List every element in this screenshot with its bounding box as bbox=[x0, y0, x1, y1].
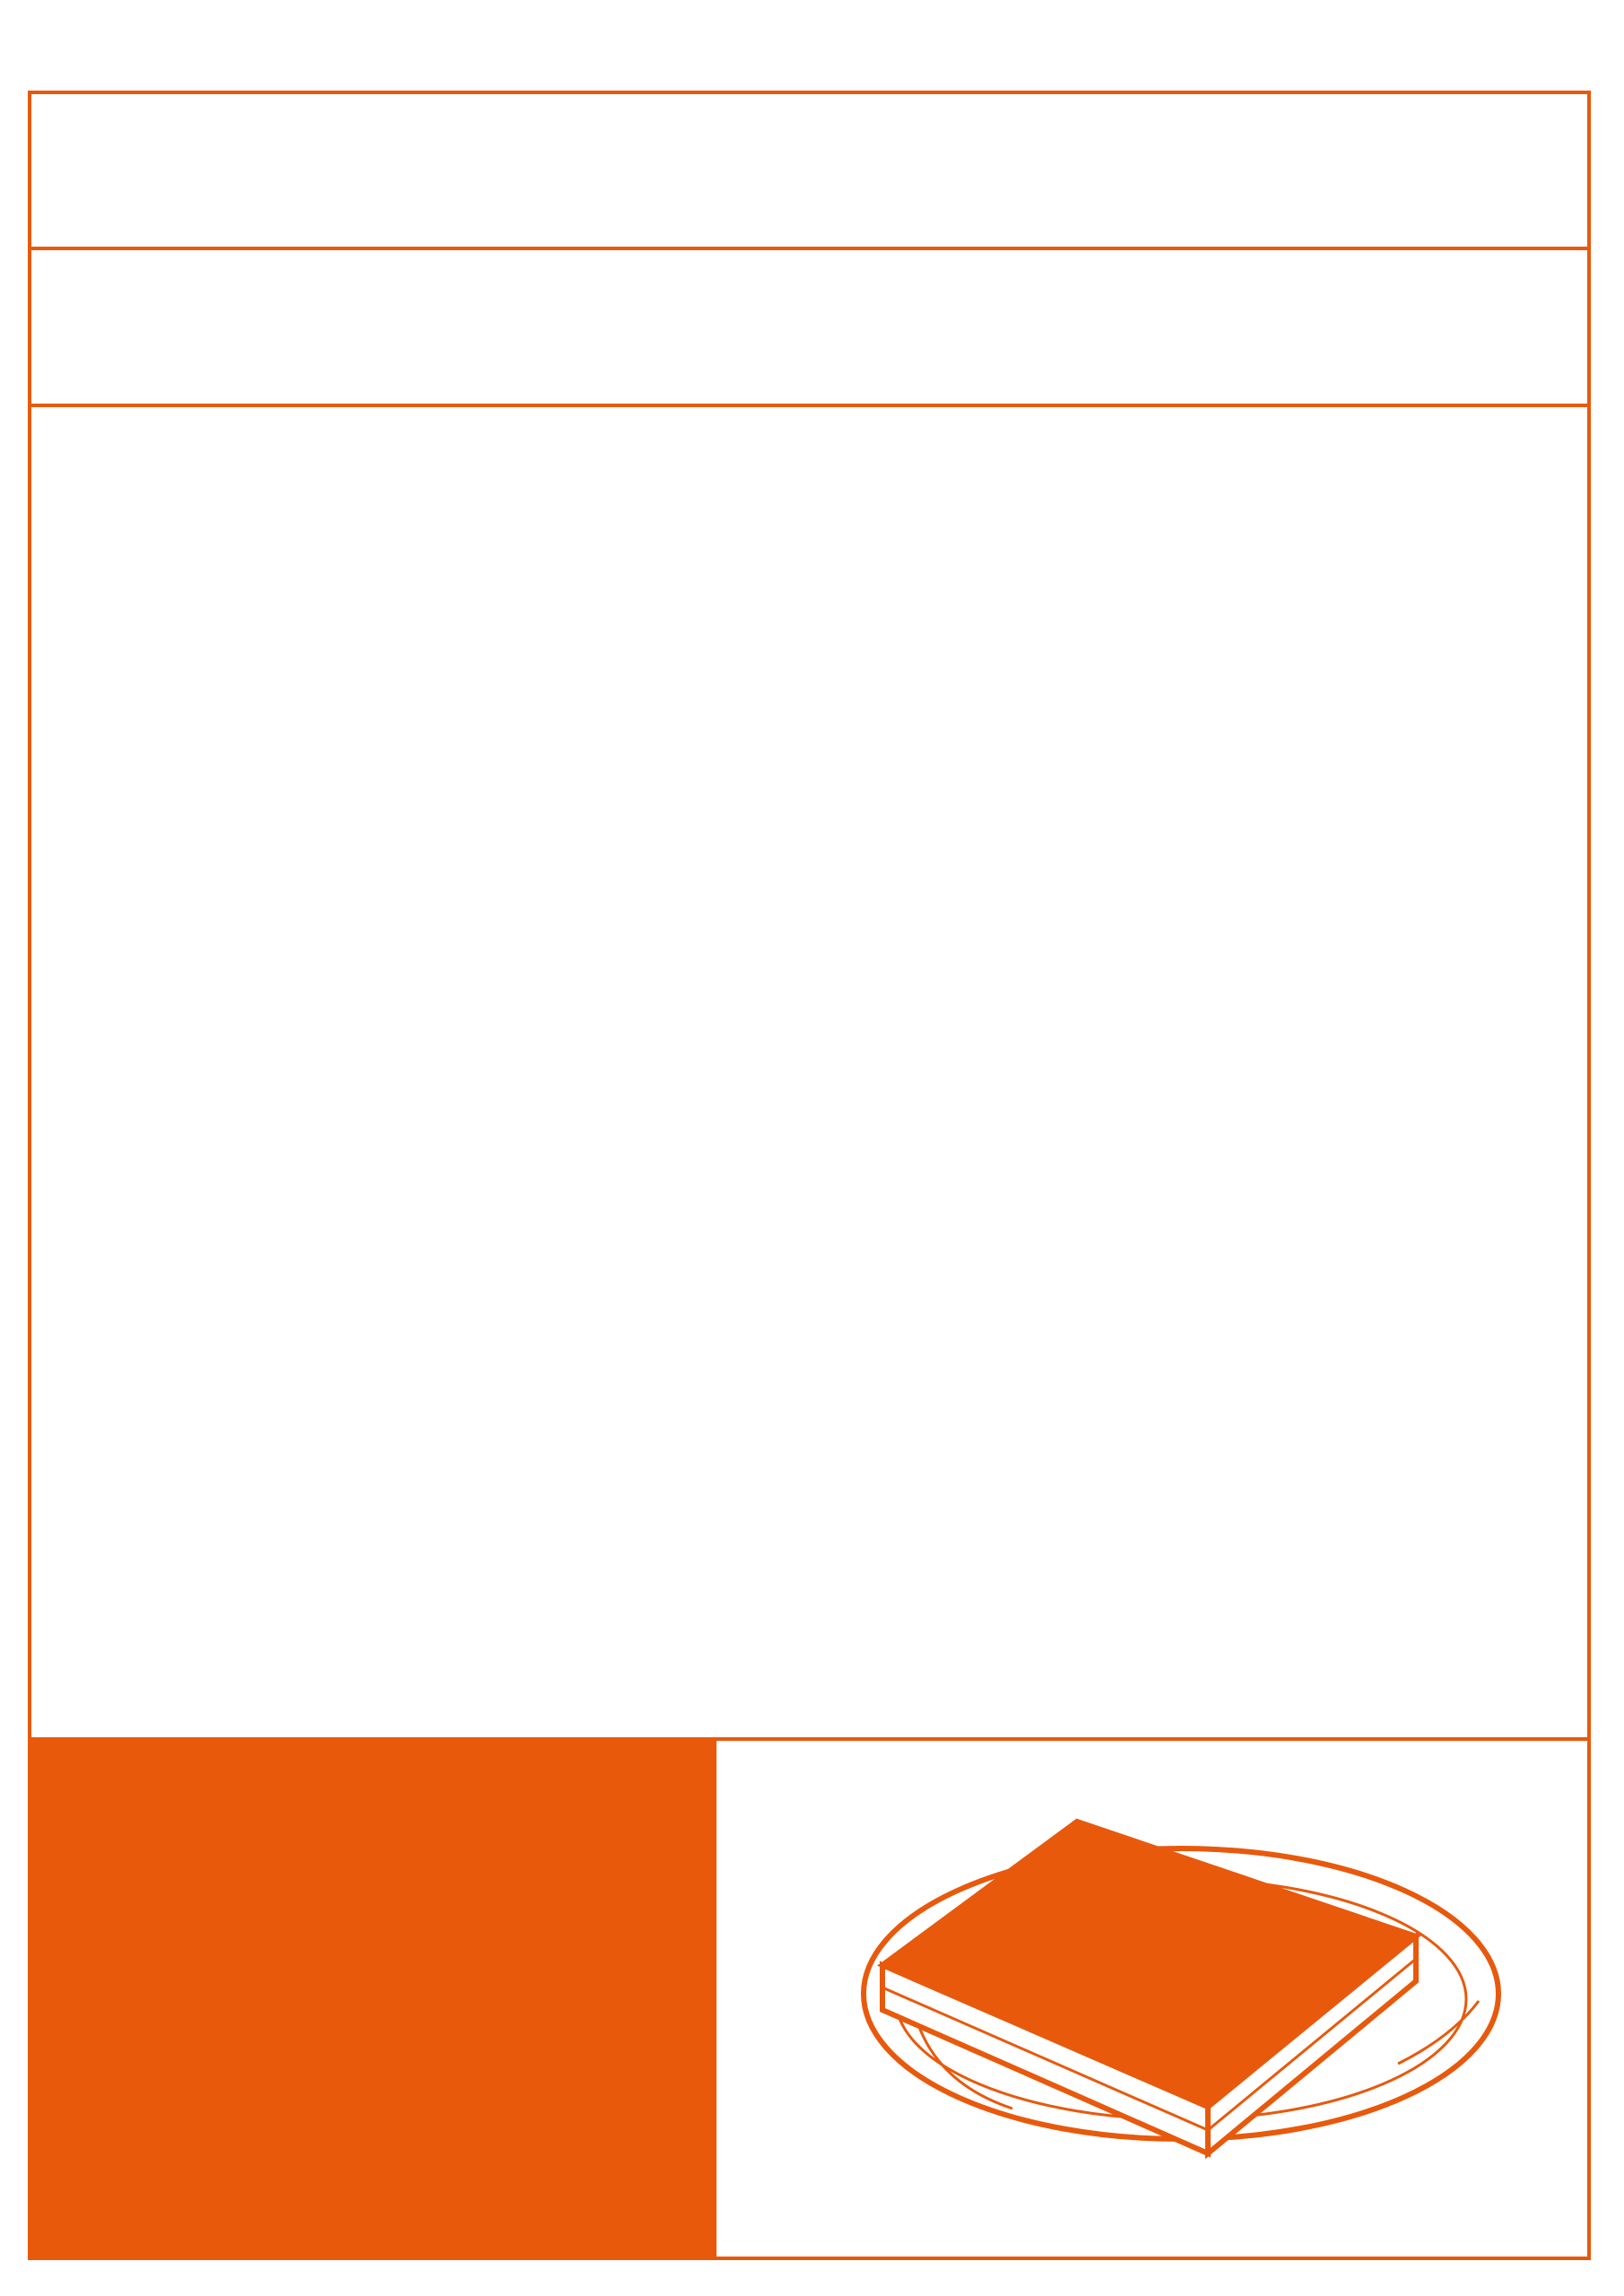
menu-frame bbox=[28, 91, 1591, 2260]
bottom-wave-panel bbox=[31, 1741, 713, 2260]
menu-item bbox=[112, 1109, 1547, 1111]
header-bottom-divider bbox=[31, 404, 1587, 407]
menu-item bbox=[112, 650, 1547, 652]
menu-item bbox=[112, 1339, 1547, 1341]
menu-item bbox=[112, 880, 1547, 882]
header-top-divider bbox=[31, 247, 1587, 250]
waffle-icon bbox=[716, 1741, 1587, 2260]
waffle-illustration-panel bbox=[716, 1741, 1587, 2260]
top-wave-pattern bbox=[31, 94, 1587, 247]
bottom-wave-pattern bbox=[31, 1741, 713, 2260]
